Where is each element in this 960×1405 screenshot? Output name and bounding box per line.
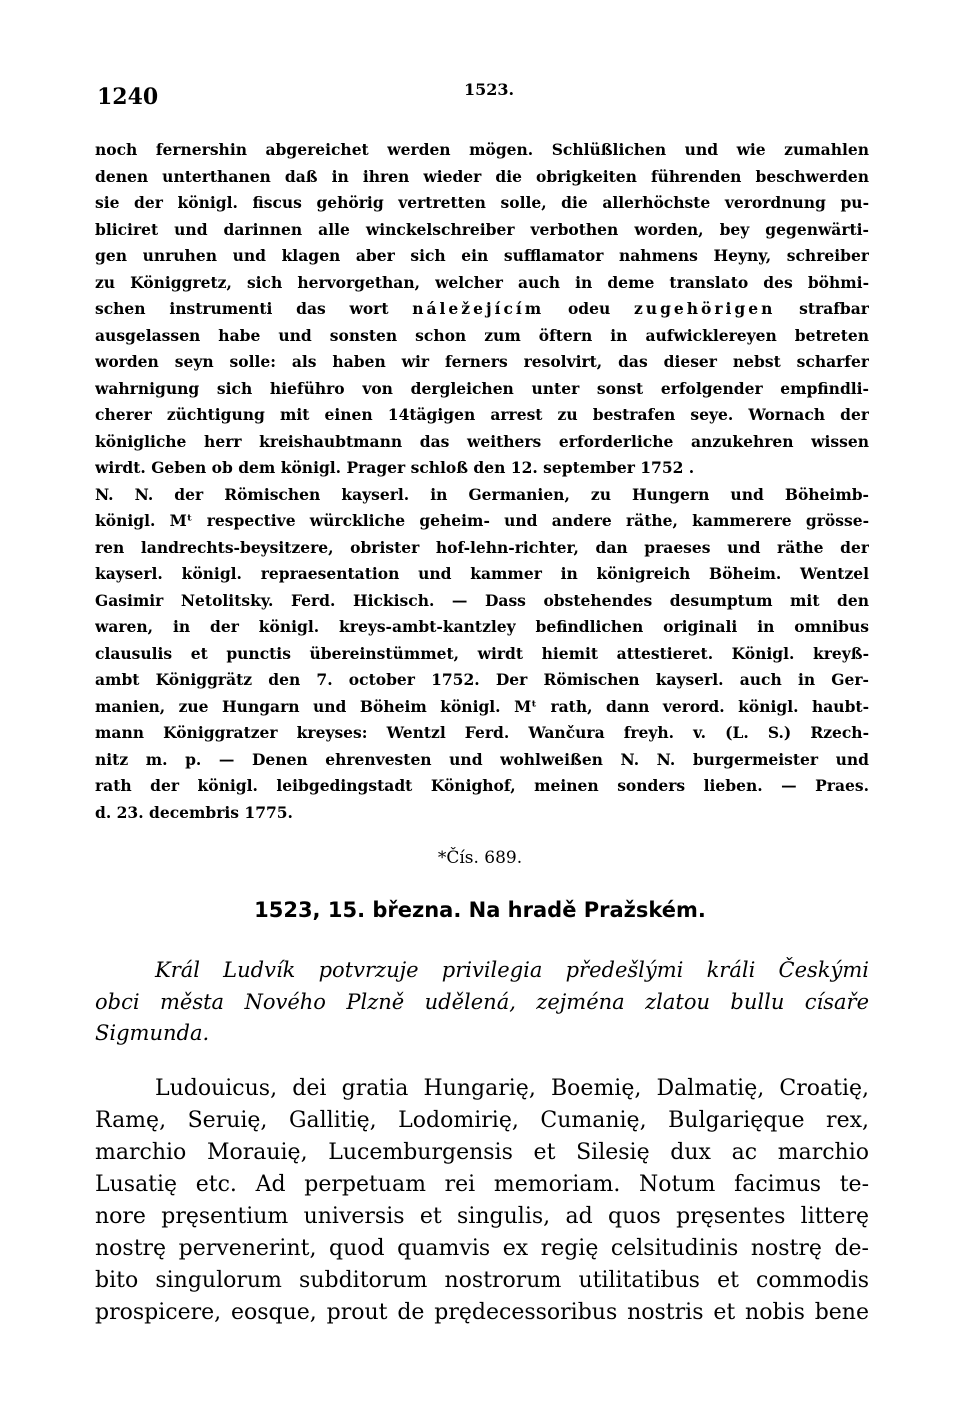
text-line: wirdt. Geben ob dem königl. Prager schloß den 12. september 1752 .	[95, 458, 695, 477]
text-line: königl. Mᵗ respective würckliche geheim- und andere räthe, kammerere grösse-	[95, 511, 869, 530]
document-number: *Čís. 689.	[437, 848, 523, 868]
regest-line: Král Ludvík potvrzuje privilegia předešlými králi Českými	[155, 958, 869, 982]
text-line: rath der königl. leibgedingstadt Könighof, meinen sonders lieben. — Praes.	[95, 776, 869, 795]
regest-line: obci města Nového Plzně udělená, zejména zlatou bullu císaře	[95, 989, 869, 1014]
page-number: 1240	[97, 84, 159, 110]
text-line: cherer züchtigung mit einen 14tägigen arrest zu bestrafen seye. Wornach der	[95, 405, 869, 424]
text-segment: odeu	[567, 299, 634, 318]
text-line: königliche herr kreishaubtmann das weithers erforderliche anzukehren wissen	[95, 431, 869, 451]
text-line: N. N. der Römischen kayserl. in Germanien, zu Hungern und Böheimb-	[95, 484, 869, 504]
regest	[95, 955, 869, 1050]
text-line: zu Königgretz, sich hervorgethan, welcher auch in deme translato des böhmi-	[95, 272, 869, 292]
text-line: kayserl. königl. repraesentation und kammer in königreich Böheim. Wentzel	[95, 564, 869, 583]
text-line: nitz m. p. — Denen ehrenvesten und wohlweißen N. N. burgermeister und	[95, 749, 869, 769]
text-line: wahrnigung sich hieführo von dergleichen unter sonst erfolgender empfindli-	[95, 378, 869, 398]
text-line-spaced-words	[95, 296, 869, 323]
regest-line: Sigmunda.	[95, 1021, 210, 1045]
latin-line: nostrę pervenerint, quod quamvis ex regię celsitudinis nostrę de-	[95, 1236, 869, 1261]
text-line: sie der königl. fiscus gehörig vertretten solle, die allerhöchste verordnung pu-	[95, 193, 869, 212]
latin-line: Ludouicus, dei gratia Hungarię, Boemię, Dalmatię, Croatię,	[155, 1076, 869, 1101]
spaced-german-word: zugehörigen	[634, 299, 776, 318]
running-year: 1523.	[464, 80, 515, 99]
spaced-czech-word: náležejícím	[412, 299, 545, 318]
text-line: waren, in der königl. kreys-ambt-kantzley befindlichen originali in omnibus	[95, 617, 869, 636]
latin-line: marchio Morauię, Lucemburgensis et Silesię dux ac marchio	[95, 1140, 869, 1165]
latin-line: Lusatię etc. Ad perpetuam rei memoriam. Notum facimus te-	[95, 1172, 869, 1197]
text-line: clausulis et punctis übereinstümmet, wirdt hiemit attestieret. Königl. kreyß-	[95, 643, 869, 663]
latin-text	[95, 1073, 869, 1329]
text-line: denen unterthanen daß in ihren wieder die obrigkeiten führenden beschwerden	[95, 166, 869, 186]
previous-document-text	[95, 137, 869, 826]
latin-line: bito singulorum subditorum nostrorum utilitatibus et commodis	[95, 1268, 869, 1293]
text-line: gen unruhen und klagen aber sich ein sufflamator nahmens Heyny, schreiber	[95, 246, 869, 265]
latin-line: prospicere, eosque, prout de prędecessoribus nostris et nobis bene	[95, 1300, 869, 1325]
text-line: Gasimir Netolitsky. Ferd. Hickisch. — Dass obstehendes desumptum mit den	[95, 590, 869, 610]
text-line: ausgelassen habe und sonsten schon zum öftern in aufwicklereyen betreten	[95, 325, 869, 345]
text-line: worden seyn solle: als haben wir ferners resolvirt, das dieser nebst scharfer	[95, 352, 869, 371]
text-line: d. 23. decembris 1775.	[95, 802, 293, 822]
text-line: bliciret und darinnen alle winckelschreiber verbothen worden, bey gegenwärti-	[95, 219, 869, 239]
latin-line: Ramę, Seruię, Gallitię, Lodomirię, Cumanię, Bulgarięque rex,	[95, 1108, 869, 1133]
text-line: manien, zue Hungarn und Böheim königl. Mᵗ rath, dann verord. königl. haubt-	[95, 696, 869, 716]
text-segment: strafbar	[799, 299, 869, 318]
text-line: mann Königgratzer kreyses: Wentzl Ferd. Wančura freyh. v. (L. S.) Rzech-	[95, 723, 869, 742]
text-line: ren landrechts-beysitzere, obrister hof-lehn-richter, dan praeses und räthe der	[95, 537, 869, 557]
latin-line: nore pręsentium universis et singulis, ad quos pręsentes litterę	[95, 1204, 869, 1229]
text-line: noch fernershin abgereichet werden mögen. Schlüßlichen und wie zumahlen	[95, 140, 869, 159]
text-segment: schen instrumenti das wort	[95, 299, 413, 318]
document-heading: 1523, 15. března. Na hradě Pražském.	[254, 898, 706, 922]
text-line: ambt Königgrätz den 7. october 1752. Der Römischen kayserl. auch in Ger-	[95, 670, 869, 689]
